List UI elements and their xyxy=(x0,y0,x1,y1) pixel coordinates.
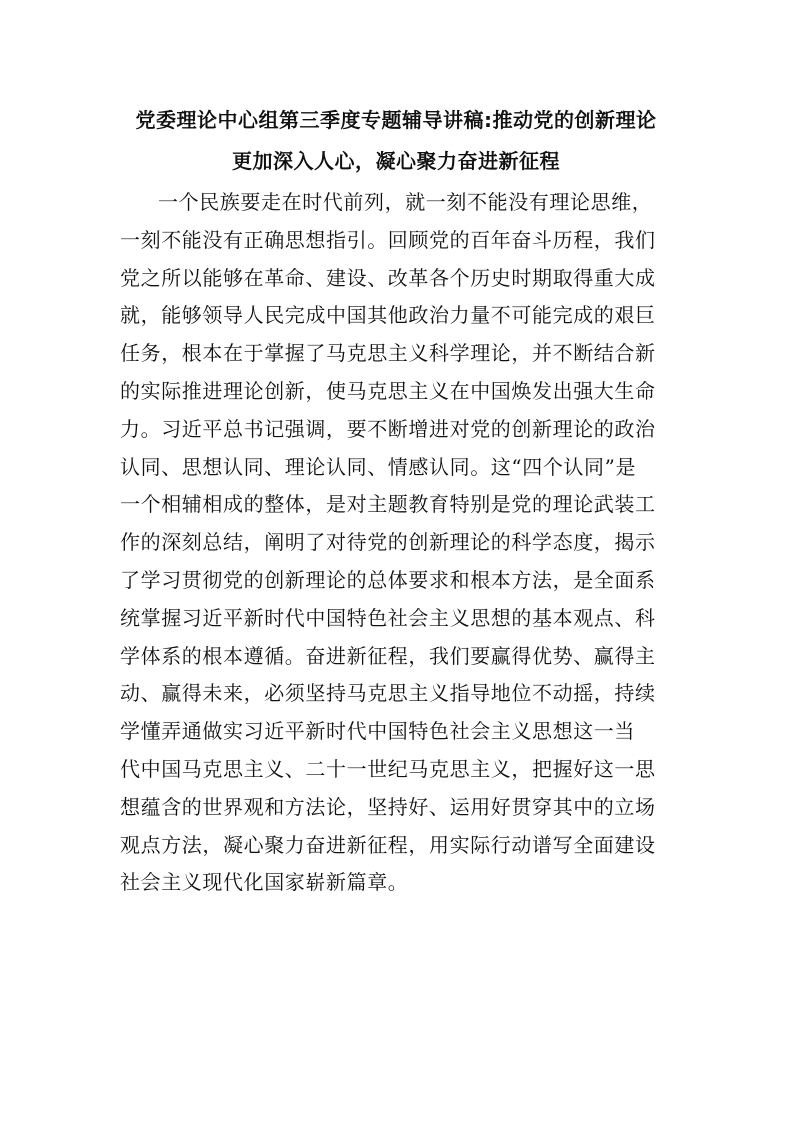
paragraph-line: 动、赢得未来，必须坚持马克思主义指导地位不动摇，持续 xyxy=(120,681,656,706)
paragraph-line: 学体系的根本遵循。奋进新征程，我们要赢得优势、赢得主 xyxy=(120,643,656,668)
paragraph-line: 代中国马克思主义、二十一世纪马克思主义，把握好这一思 xyxy=(120,756,656,781)
paragraph-line: 认同、思想认同、理论认同、情感认同。这“四个认同”是 xyxy=(120,454,637,479)
document-paragraph xyxy=(120,184,680,902)
paragraph-line: 想蕴含的世界观和方法论，坚持好、运用好贯穿其中的立场 xyxy=(120,794,656,819)
document-title-line-2: 更加深入人心，凝心聚力奋进新征程 xyxy=(232,149,560,173)
paragraph-line: 的实际推进理论创新，使马克思主义在中国焕发出强大生命 xyxy=(120,378,656,403)
paragraph-line: 了学习贯彻党的创新理论的总体要求和根本方法，是全面系 xyxy=(120,567,656,592)
document-title-line-1: 党委理论中心组第三季度专题辅导讲稿:推动党的创新理论 xyxy=(135,108,657,132)
paragraph-line: 统掌握习近平新时代中国特色社会主义思想的基本观点、科 xyxy=(120,605,656,630)
paragraph-line: 任务，根本在于掌握了马克思主义科学理论，并不断结合新 xyxy=(120,341,656,366)
paragraph-line: 力。习近平总书记强调，要不断增进对党的创新理论的政治 xyxy=(120,416,656,441)
paragraph-line: 党之所以能够在革命、建设、改革各个历史时期取得重大成 xyxy=(120,265,656,290)
paragraph-line: 学懂弄通做实习近平新时代中国特色社会主义思想这一当 xyxy=(120,719,635,744)
paragraph-line: 观点方法，凝心聚力奋进新征程，用实际行动谱写全面建设 xyxy=(120,832,656,857)
paragraph-line: 作的深刻总结，阐明了对待党的创新理论的科学态度，揭示 xyxy=(120,530,656,555)
paragraph-line: 一刻不能没有正确思想指引。回顾党的百年奋斗历程，我们 xyxy=(120,227,656,252)
paragraph-line: 社会主义现代化国家崭新篇章。 xyxy=(120,870,409,895)
paragraph-line: 一个相辅相成的整体，是对主题教育特别是党的理论武装工 xyxy=(120,492,656,517)
paragraph-line: 就，能够领导人民完成中国其他政治力量不可能完成的艰巨 xyxy=(120,303,656,328)
paragraph-line: 一个民族要走在时代前列，就一刻不能没有理论思维， xyxy=(158,190,653,214)
